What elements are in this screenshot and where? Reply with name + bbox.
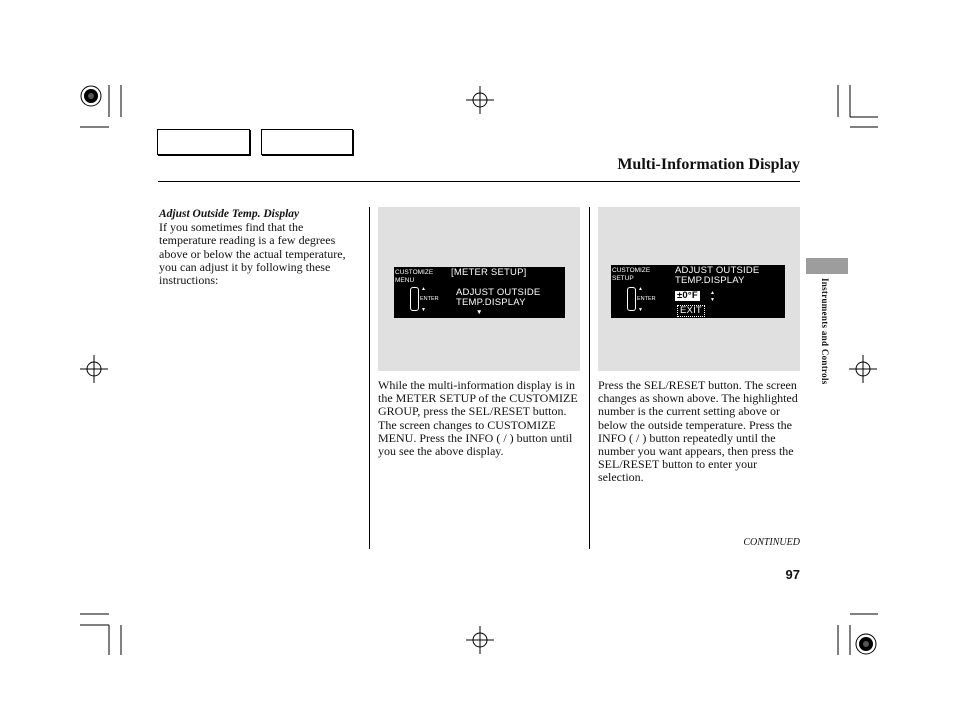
section-side-tab[interactable] [806, 258, 848, 274]
screen1-up-arrow: ▲ [421, 286, 426, 292]
screen2-value-up: ▲ [710, 290, 715, 296]
display-illustration-1 [378, 207, 580, 371]
screen2-down-arrow: ▼ [638, 307, 643, 313]
nav-box-2[interactable] [261, 129, 353, 155]
page-number: 97 [785, 567, 800, 582]
screen1-label-line1: CUSTOMIZE [395, 269, 434, 276]
screen2-value-down: ▼ [710, 297, 715, 303]
screen1-down-arrow: ▼ [421, 307, 426, 313]
intro-paragraph: If you sometimes find that the temperature reading is a few degrees above or below the actual temperature, you can adjust it by following these instructions: [159, 220, 346, 288]
screen2-button-icon [627, 287, 636, 311]
display-illustration-2 [598, 207, 800, 371]
screen2-line2: TEMP.DISPLAY [675, 275, 745, 286]
screen1-button-icon [410, 287, 419, 311]
screen1-scroll-arrow: ▼ [476, 309, 483, 316]
continued-label: CONTINUED [743, 537, 800, 548]
section-heading: Adjust Outside Temp. Display [159, 208, 300, 220]
side-label-text: Instruments and Controls [820, 278, 830, 385]
column-divider-left [369, 207, 370, 549]
screen2-line1: ADJUST OUTSIDE [675, 265, 760, 276]
middle-paragraph: While the multi-information display is in the METER SETUP of the CUSTOMIZE GROUP, press the SEL/RESET button. The screen changes to CUSTOMIZE MENU. Press the INFO ( / ) button until you see the above display. [378, 378, 578, 459]
screen2-value-box: ±0°F [677, 290, 698, 301]
screen1-line3: TEMP.DISPLAY [456, 297, 526, 308]
screen2-enter-label: ENTER [637, 296, 656, 302]
right-paragraph: Press the SEL/RESET button. The screen changes as shown above. The highlighted number is the current setting above or below the outside temperature. Press the INFO ( / ) button repeatedly until the number you want appears, then press the SEL/RESET button to enter your selection. [598, 378, 798, 485]
screen2-label-line1: CUSTOMIZE [612, 267, 651, 274]
screen1-label-line2: MENU [395, 277, 415, 284]
mid-screen-1 [394, 267, 565, 318]
left-column [159, 208, 349, 287]
title-rule [158, 181, 800, 182]
column-divider-right [589, 207, 590, 549]
screen2-up-arrow: ▲ [638, 286, 643, 292]
screen1-line1: [METER SETUP] [451, 267, 527, 278]
section-side-label [820, 278, 830, 408]
screen2-label-line2: SETUP [612, 275, 634, 282]
screen1-enter-label: ENTER [420, 296, 439, 302]
nav-box-1[interactable] [157, 129, 250, 155]
screen1-line2: ADJUST OUTSIDE [456, 287, 541, 298]
page-title: Multi-Information Display [617, 156, 800, 173]
screen2-exit: EXIT [677, 305, 705, 317]
mid-screen-2 [611, 265, 785, 318]
